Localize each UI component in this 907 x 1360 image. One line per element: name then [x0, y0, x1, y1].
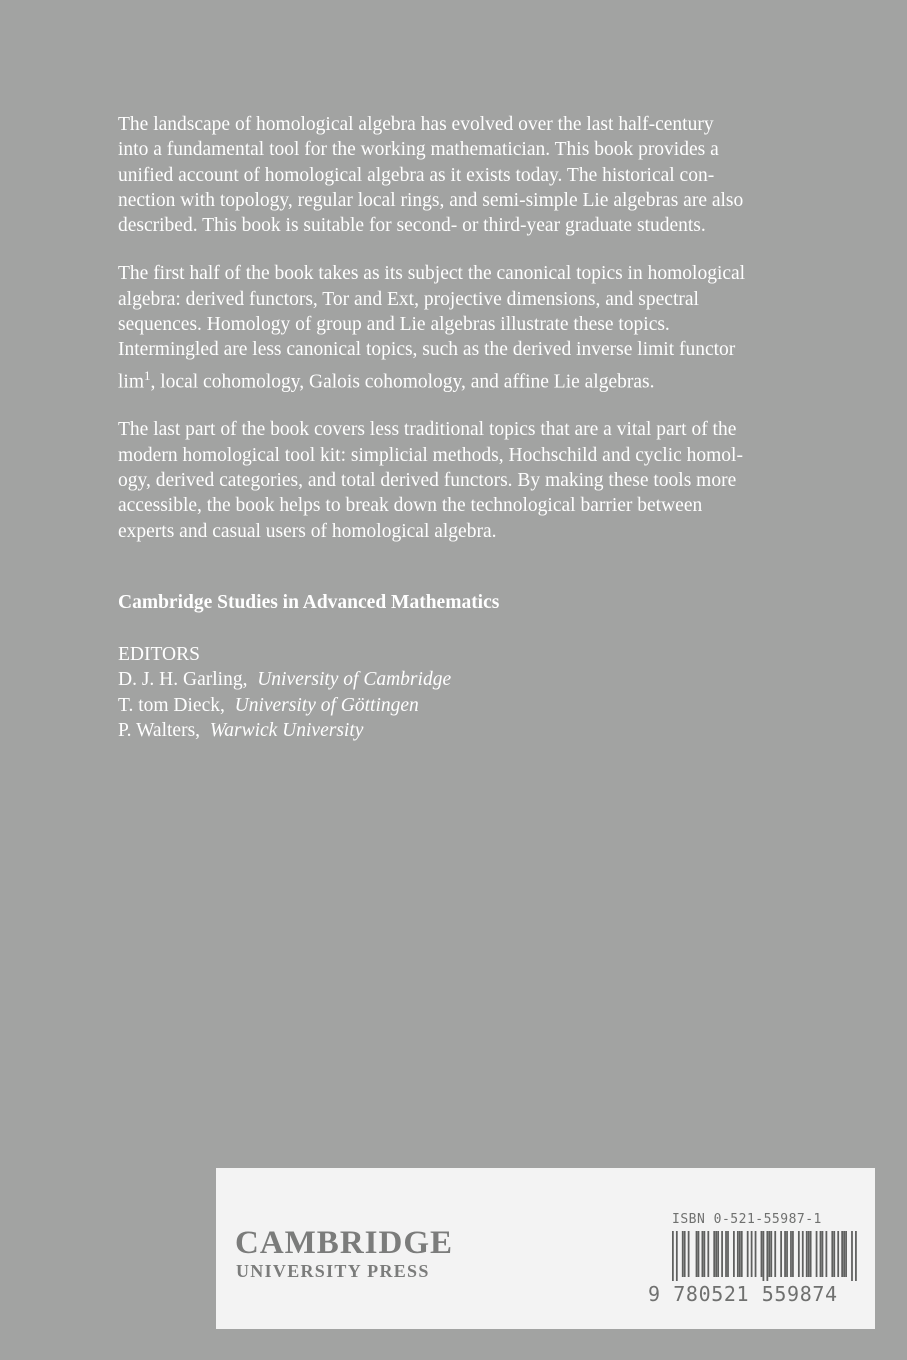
barcode-bar [822, 1231, 824, 1277]
barcode-bar [790, 1231, 792, 1277]
barcode-bar [688, 1231, 690, 1277]
barcode-bar [837, 1231, 839, 1277]
barcode-bar [802, 1231, 804, 1277]
barcode-bar [703, 1231, 705, 1277]
barcode-bar [737, 1231, 739, 1277]
barcode-bar [768, 1231, 770, 1277]
editor-affiliation: Warwick University [209, 719, 364, 741]
publisher-footer-box [216, 1168, 875, 1329]
publisher-logo [235, 1226, 453, 1282]
editor-entry [118, 718, 451, 743]
blurb-line: experts and casual users of homological algebra. [118, 520, 497, 542]
lim-superscript: 1 [144, 367, 151, 383]
barcode-bar [808, 1231, 810, 1277]
barcode-bar [806, 1231, 808, 1277]
blurb-line: Intermingled are less canonical topics, such as the derived inverse limit functor [118, 339, 736, 361]
isbn-label: ISBN 0-521-55987-1 [672, 1212, 822, 1227]
barcode-bar [682, 1231, 684, 1277]
barcode-bar [751, 1231, 753, 1277]
barcode-bar [841, 1231, 843, 1277]
barcode-bar [702, 1231, 704, 1277]
barcode-bar [763, 1231, 765, 1281]
back-cover-blurb [118, 112, 818, 567]
barcode-bar [786, 1231, 788, 1277]
barcode-bar [780, 1231, 782, 1277]
blurb-paragraph-1 [118, 112, 818, 238]
editor-name: T. tom Dieck, [118, 694, 225, 716]
blurb-line: algebra: derived functors, Tor and Ext, projective dimensions, and spectral [118, 288, 699, 310]
editors-block [118, 642, 451, 743]
blurb-line [118, 363, 818, 395]
barcode [672, 1231, 857, 1281]
blurb-line: accessible, the book helps to break down the technological barrier between [118, 495, 703, 517]
editors-heading: EDITORS [118, 644, 200, 665]
editor-entry [118, 693, 451, 718]
lim-symbol: lim [118, 371, 145, 393]
barcode-bar [676, 1231, 678, 1281]
barcode-bar [766, 1231, 768, 1281]
barcode-digits: 9 780521 559874 [648, 1282, 838, 1306]
barcode-bar [820, 1231, 822, 1277]
blurb-line: The first half of the book takes as its subject the canonical topics in homological [118, 263, 746, 285]
barcode-bar [792, 1231, 794, 1277]
barcode-bar [761, 1231, 763, 1277]
barcode-bar [784, 1231, 786, 1277]
barcode-bar [831, 1231, 833, 1277]
barcode-bar [684, 1231, 686, 1277]
barcode-bar [833, 1231, 835, 1277]
barcode-bar [810, 1231, 812, 1277]
barcode-bar [698, 1231, 700, 1277]
barcode-bar [843, 1231, 845, 1277]
blurb-paragraph-3 [118, 417, 818, 543]
barcode-bar [739, 1231, 741, 1277]
barcode-bar [826, 1231, 828, 1277]
barcode-bar [755, 1231, 757, 1277]
barcode-bar [733, 1231, 735, 1277]
publisher-name: CAMBRIDGE [235, 1225, 454, 1261]
blurb-line: nection with topology, regular local rings, and semi-simple Lie algebras are also [118, 189, 744, 211]
editor-name: D. J. H. Garling, [118, 669, 248, 691]
blurb-line: unified account of homological algebra as it exists today. The historical con- [118, 164, 715, 186]
blurb-line: modern homological tool kit: simplicial methods, Hochschild and cyclic homol- [118, 444, 743, 466]
barcode-bar [851, 1231, 853, 1281]
editor-name: P. Walters, [118, 719, 201, 741]
barcode-bar [713, 1231, 715, 1277]
barcode-bar [717, 1231, 719, 1277]
barcode-bar [696, 1231, 698, 1277]
blurb-line: The landscape of homological algebra has evolved over the last half-century [118, 114, 714, 135]
barcode-bar [747, 1231, 749, 1277]
barcode-bar [725, 1231, 727, 1277]
barcode-bar [741, 1231, 743, 1277]
barcode-bar [770, 1231, 772, 1277]
barcode-bar [672, 1231, 674, 1281]
publisher-subtitle: UNIVERSITY PRESS [236, 1261, 430, 1281]
blurb-line: into a fundamental tool for the working mathematician. This book provides a [118, 139, 719, 161]
barcode-bar [845, 1231, 847, 1277]
barcode-bar [816, 1231, 818, 1277]
barcode-bar [774, 1231, 776, 1277]
barcode-bar [798, 1231, 800, 1277]
series-title: Cambridge Studies in Advanced Mathematics [118, 592, 500, 613]
blurb-line: sequences. Homology of group and Lie algebras illustrate these topics. [118, 314, 670, 336]
barcode-bar [707, 1231, 709, 1277]
editor-affiliation: University of Cambridge [257, 669, 452, 691]
barcode-bar [721, 1231, 723, 1277]
blurb-paragraph-2 [118, 261, 818, 394]
blurb-line: described. This book is suitable for second- or third-year graduate students. [118, 215, 706, 237]
editor-entry [118, 667, 451, 692]
barcode-bar [715, 1231, 717, 1277]
blurb-line-text: , local cohomology, Galois cohomology, and affine Lie algebras. [150, 371, 655, 393]
blurb-line: The last part of the book covers less traditional topics that are a vital part of the [118, 419, 737, 441]
barcode-bar [727, 1231, 729, 1277]
blurb-line: ogy, derived categories, and total derived functors. By making these tools more [118, 470, 737, 492]
editor-affiliation: University of Göttingen [234, 694, 419, 716]
barcode-bar [855, 1231, 857, 1281]
